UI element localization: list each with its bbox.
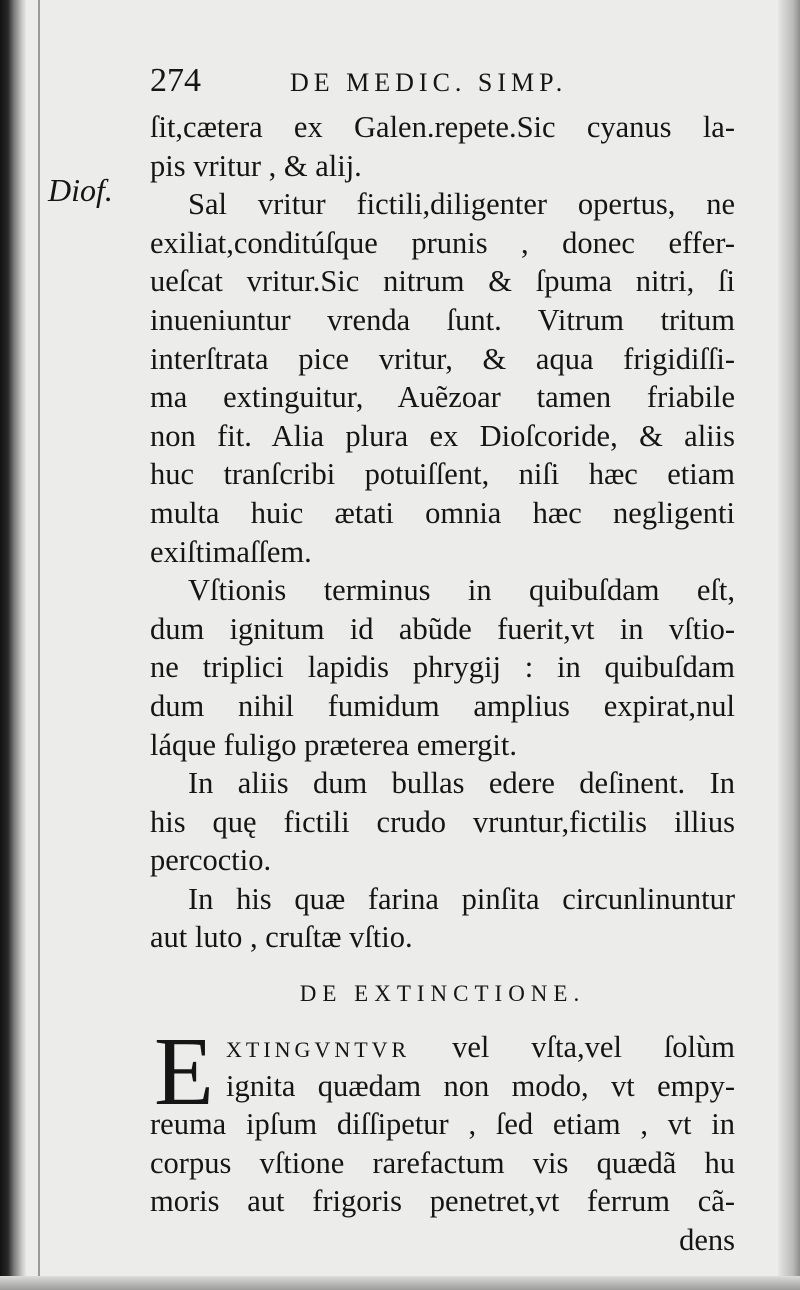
running-head: DE MEDIC. SIMP. [290, 68, 568, 97]
text-line: interſtrata pice vritur, & aqua frigidiſſi- [150, 341, 735, 376]
drop-cap: E [154, 1018, 214, 1126]
text-line: dum ignitum id abũde fuerit,vt in vſtio- [150, 611, 735, 646]
text-line: ne triplici lapidis phrygij : in quibuſdam [150, 650, 735, 685]
text-line: láque fuligo præterea emergit. [150, 727, 517, 762]
text-line: non fit. Alia plura ex Dioſcoride, & aliis [150, 418, 735, 453]
text-line: his quę fictili crudo vruntur,fictilis illius [150, 804, 735, 839]
text-line: moris aut frigoris penetret,vt ferrum cã- [150, 1184, 735, 1219]
text-line: Sal vritur fictili,diligenter opertus, ne [188, 187, 735, 222]
first-word-small-caps: XTINGVNTVR [226, 1037, 411, 1062]
text-line: percoctio. [150, 843, 272, 878]
section-body [150, 1018, 735, 1260]
text-line: reuma ipſum diſſipetur , ſed etiam , vt in [150, 1107, 735, 1142]
catchword: dens [679, 1222, 735, 1257]
text-line: exiſtimaſſem. [150, 534, 312, 569]
text-line: Vſtionis terminus in quibuſdam eſt, [188, 573, 735, 608]
page-header [150, 60, 650, 102]
text-line: ma extinguitur, Auẽzoar tamen friabile [150, 380, 735, 415]
text-line: dum nihil fumidum amplius expirat,nul [150, 688, 735, 723]
text-line [150, 1028, 735, 1067]
text-line: huc tranſcribi potuiſſent, niſi hæc etiam [150, 457, 735, 492]
first-line-rest: vel vſta,vel ſolùm [452, 1030, 735, 1064]
text-line: In his quæ farina pinſita circunlinuntur [188, 881, 735, 916]
text-line: exiliat,conditúſque prunis , donec effer- [150, 225, 735, 260]
body-text [150, 108, 735, 957]
section-title: DE EXTINCTIONE. [299, 981, 586, 1006]
page-edge-bottom [0, 1276, 800, 1290]
page-number: 274 [150, 62, 201, 99]
text-line: aut luto , cruſtæ vſtio. [150, 920, 413, 955]
text-line: ſit,cætera ex Galen.repete.Sic cyanus la- [150, 110, 735, 144]
text-line: ignita quædam non modo, vt empy- [226, 1068, 735, 1103]
text-line: In aliis dum bullas edere deſinent. In [188, 766, 735, 801]
text-line: inueniuntur vrenda ſunt. Vitrum tritum [150, 302, 735, 337]
page-edge-right [778, 0, 800, 1290]
text-line: ueſcat vritur.Sic nitrum & ſpuma nitri, ſi [150, 264, 735, 299]
book-binding-shadow [0, 0, 26, 1290]
margin-note: Diof. [48, 172, 113, 208]
text-line: corpus vſtione rarefactum vis quædã hu [150, 1145, 735, 1180]
text-line: multa huic ætati omnia hæc negligenti [150, 495, 735, 530]
gutter-line [38, 0, 40, 1290]
text-line: pis vritur , & alij. [150, 148, 362, 183]
